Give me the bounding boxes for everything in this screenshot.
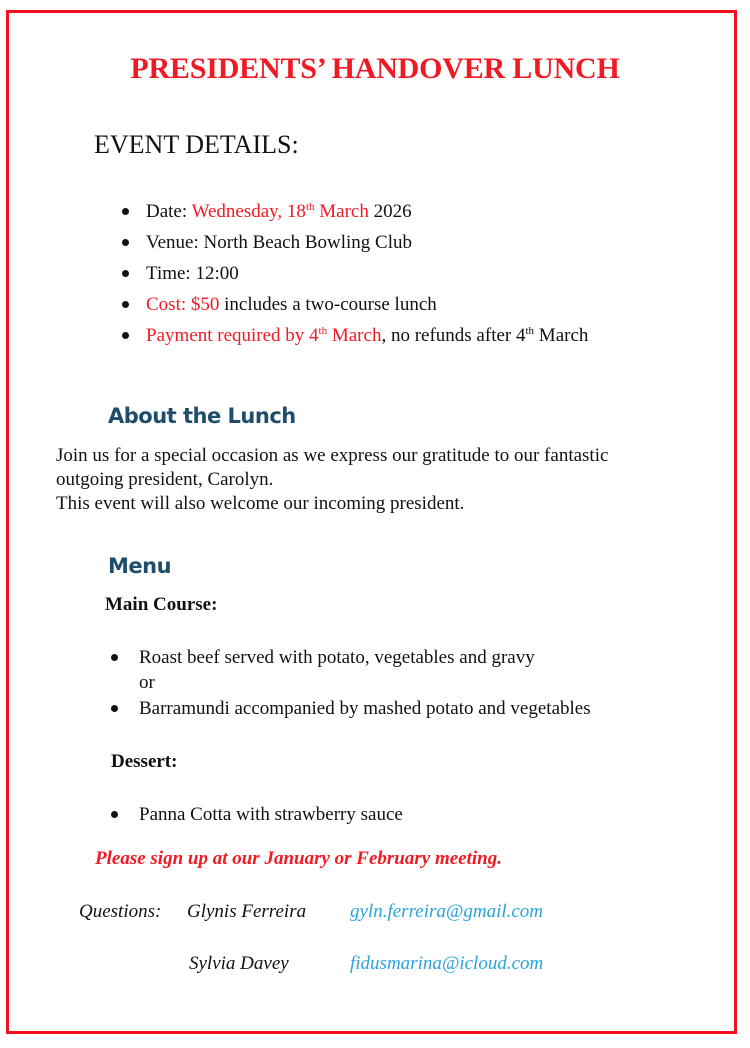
cost-description: includes a two-course lunch <box>219 294 437 315</box>
menu-item-text: Panna Cotta with strawberry sauce <box>139 804 403 825</box>
page-border <box>6 10 737 1034</box>
bullet-icon <box>111 705 118 712</box>
about-line: outgoing president, Carolyn. <box>56 469 274 490</box>
detail-time <box>120 258 588 289</box>
menu-item <box>108 802 403 827</box>
detail-cost <box>120 289 588 320</box>
main-course-heading: Main Course: <box>105 594 218 615</box>
about-line: Join us for a special occasion as we express our gratitude to our fantastic <box>56 445 609 466</box>
bullet-icon <box>122 270 129 277</box>
bullet-icon <box>122 332 129 339</box>
menu-item <box>108 696 591 721</box>
about-line: This event will also welcome our incoming president. <box>56 493 465 514</box>
menu-item-text: Roast beef served with potato, vegetables and gravy <box>139 647 535 668</box>
menu-heading: Menu <box>108 554 172 578</box>
time-label: Time: <box>146 263 196 284</box>
bullet-icon <box>122 301 129 308</box>
menu-separator: or <box>139 672 155 693</box>
menu-item <box>108 645 591 670</box>
venue-label: Venue: <box>146 232 204 253</box>
dessert-list <box>108 802 403 827</box>
refund-policy: , no refunds after 4th March <box>381 325 589 346</box>
dessert-heading: Dessert: <box>111 751 178 772</box>
bullet-icon <box>122 239 129 246</box>
date-year: 2026 <box>368 201 412 222</box>
date-label: Date: <box>146 201 192 222</box>
bullet-icon <box>111 654 118 661</box>
venue-value: North Beach Bowling Club <box>203 232 412 253</box>
about-paragraph <box>56 444 726 516</box>
date-value: Wednesday, 18th March <box>191 201 369 222</box>
menu-item-text: Barramundi accompanied by mashed potato and vegetables <box>139 698 591 719</box>
page-title: PRESIDENTS’ HANDOVER LUNCH <box>130 52 620 85</box>
contact-name: Sylvia Davey <box>189 953 289 974</box>
contact-name: Glynis Ferreira <box>187 901 307 922</box>
contact-email-link[interactable]: gyln.ferreira@gmail.com <box>350 901 544 922</box>
bullet-icon <box>122 208 129 215</box>
event-details-heading: EVENT DETAILS: <box>94 130 299 159</box>
questions-label: Questions: <box>79 901 162 922</box>
detail-payment <box>120 320 588 351</box>
time-value: 12:00 <box>195 263 239 284</box>
bullet-icon <box>111 811 118 818</box>
cost-value: Cost: $50 <box>146 294 220 315</box>
payment-deadline: Payment required by 4th March <box>146 325 382 346</box>
detail-venue <box>120 227 588 258</box>
about-heading: About the Lunch <box>108 404 296 428</box>
contact-email-link[interactable]: fidusmarina@icloud.com <box>350 953 544 974</box>
signup-note: Please sign up at our January or February meeting. <box>95 848 502 869</box>
main-course-list <box>108 645 591 721</box>
detail-date <box>120 196 588 227</box>
event-details-list <box>120 196 588 351</box>
